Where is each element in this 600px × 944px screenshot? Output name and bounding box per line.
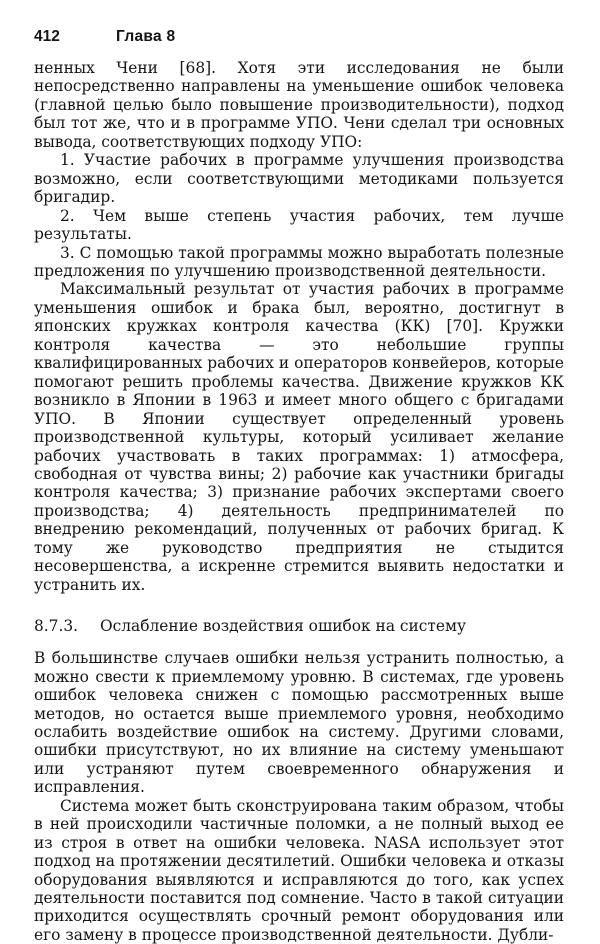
chapter-title: Глава 8 (116, 28, 176, 45)
paragraph-continued: ненных Чени [68]. Хотя эти исследования не были непосредственно направлены на уменьшение ошибок человека (главной целью было повышение производительности), подход был тот же, что и в программе УПО. Чени сделал три основных вывода, соответствующих подходу УПО: (34, 59, 564, 151)
conclusion-1: 1. Участие рабочих в программе улучшения производства возможно, если соответствующими методиками пользуется бригадир. (34, 151, 564, 207)
conclusion-2: 2. Чем выше степень участия рабочих, тем лучше результаты. (34, 206, 564, 244)
page-number: 412 (34, 28, 60, 45)
body-text-bottom (34, 649, 564, 944)
paragraph-errors-reduction: В большинстве случаев ошибки нельзя устранить полностью, а можно свести к приемлемому уровню. В системах, где уровень ошибок человека снижен с помощью рассмотренных выше методов, но остается выше приемлемого уровня, необходимо ослабить воздействие ошибок на систему. Другими словами, ошибки присутствуют, но их влияние на систему уменьшают или устраняют путем своевременного обнаружения и исправления. (34, 649, 564, 797)
conclusion-3: 3. С помощью такой программы можно выработать полезные предложения по улучшению производственной деятельности. (34, 243, 564, 280)
section-title: Ослабление воздействия ошибок на систему (100, 617, 467, 636)
book-page (34, 28, 564, 944)
paragraph-quality-circles: Максимальный результат от участия рабочих в программе уменьшения ошибок и брака был, вероятно, достигнут в японских кружках контроля качества (КК) [70]. Кружки контроля качества — это небольшие группы квалифицированных рабочих и операторов конвейеров, которые помогают решить проблемы качества. Движение кружков КК возникло в Японии в 1963 и имеет много общего с бригадами УПО. В Японии существует определенный уровень производственной культуры, который усиливает желание рабочих участвовать в таких программах: 1) атмосфера, свободная от чувства вины; 2) рабочие как участники бригады контроля качества; 3) признание рабочих экспертами своего производства; 4) деятельность предпринимателей по внедрению рекомендаций, полученных от рабочих бригад. К тому же руководство предприятия не стыдится несовершенства, а искренне стремится выявить недостатки и устранить их. (34, 280, 564, 594)
section-heading (34, 617, 564, 636)
paragraph-system-design: Система может быть сконструирована таким образом, чтобы в ней происходили частичные поломки, а не полный выход ее из строя в ответ на ошибки человека. NASA использует этот подход на протяжении десятилетий. Ошибки человека и отказы оборудования выявляются и исправляются до того, как успех деятельности поставится под сомнение. Часто в такой ситуации приходится осуществлять срочный ремонт оборудования или его замену в процессе производственной деятельности. Дубли- (34, 796, 564, 944)
body-text-top (34, 59, 564, 594)
page-header (34, 28, 564, 50)
section-number: 8.7.3. (34, 617, 79, 636)
